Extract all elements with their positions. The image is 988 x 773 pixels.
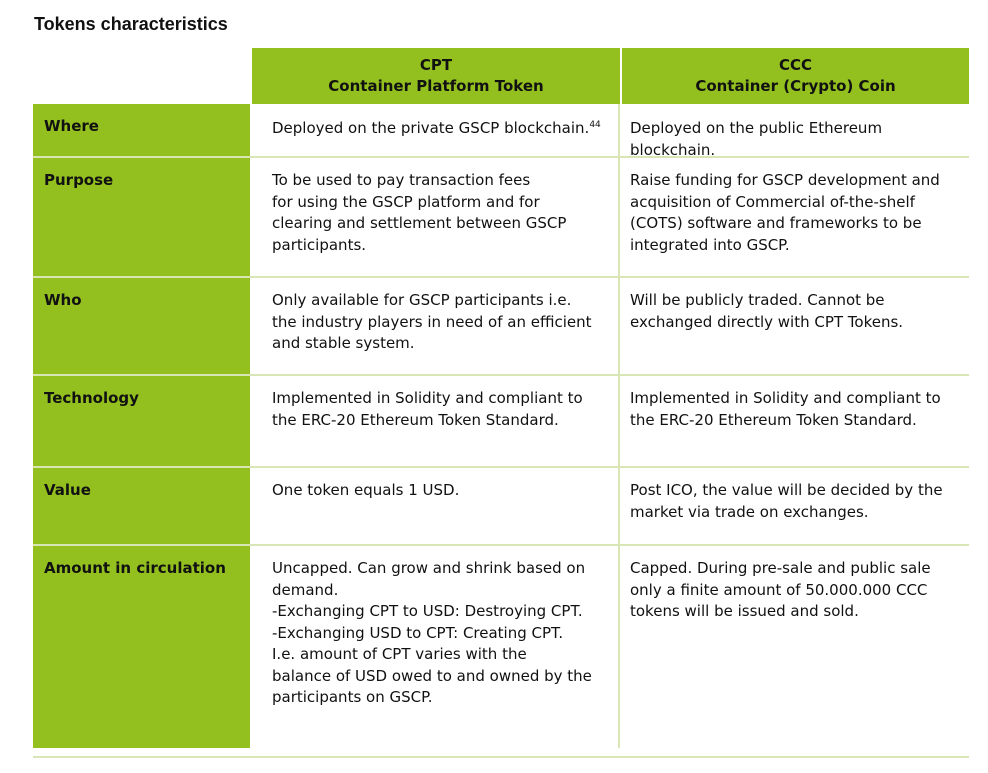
row-label: Amount in circulation	[33, 546, 250, 748]
row-label: Who	[33, 278, 250, 374]
header-cpt	[252, 48, 620, 104]
page-title: Tokens characteristics	[34, 14, 228, 34]
table-row-purpose	[33, 156, 969, 276]
cell-ccc: Raise funding for GSCP development and acquisition of Commercial of-the-shelf (COTS) software and frameworks to be integrated into GSCP.	[630, 171, 940, 254]
table-row-who	[33, 276, 969, 374]
cell-ccc: Will be publicly traded. Cannot be exchanged directly with CPT Tokens.	[630, 291, 904, 331]
tokens-table	[33, 48, 969, 748]
cell-cpt: Implemented in Solidity and compliant to the ERC-20 Ethereum Token Standard.	[250, 376, 620, 466]
cell-cpt	[250, 104, 620, 156]
cell-ccc: Implemented in Solidity and compliant to the ERC-20 Ethereum Token Standard.	[630, 389, 941, 429]
cell-cpt: One token equals 1 USD.	[250, 468, 620, 544]
header-cpt-name: Container Platform Token	[328, 77, 544, 95]
cell-ccc: Post ICO, the value will be decided by the market via trade on exchanges.	[630, 481, 943, 521]
table-row-amount	[33, 544, 969, 748]
table-header	[33, 48, 969, 104]
row-label: Where	[33, 104, 250, 156]
footnote-marker: 44	[589, 120, 601, 130]
cell-cpt: Uncapped. Can grow and shrink based on demand. -Exchanging CPT to USD: Destroying CPT. -Exchanging USD to CPT: Creating CPT. I.e. amount of CPT varies with the balance of USD owed to and owned by the participants on GSCP.	[250, 546, 620, 748]
table-bottom-rule	[33, 756, 969, 758]
cell-ccc: Capped. During pre-sale and public sale only a finite amount of 50.000.000 CCC tokens will be issued and sold.	[630, 559, 931, 620]
cell-cpt: Only available for GSCP participants i.e. the industry players in need of an efficient and stable system.	[250, 278, 620, 374]
cell-cpt: To be used to pay transaction fees for using the GSCP platform and for clearing and settlement between GSCP participants.	[250, 158, 620, 276]
table-row-technology	[33, 374, 969, 466]
header-cpt-code: CPT	[419, 56, 453, 74]
header-ccc-code: CCC	[778, 56, 813, 74]
row-label: Value	[33, 468, 250, 544]
cell-cpt-text: Deployed on the private GSCP blockchain.	[272, 119, 590, 137]
table-row-value	[33, 466, 969, 544]
row-label: Purpose	[33, 158, 250, 276]
cell-ccc: Deployed on the public Ethereum blockchain.	[630, 119, 883, 159]
header-blank-cell	[33, 48, 250, 104]
row-label: Technology	[33, 376, 250, 466]
header-ccc-name: Container (Crypto) Coin	[695, 77, 896, 95]
table-row-where	[33, 104, 969, 159]
header-ccc	[622, 48, 969, 104]
